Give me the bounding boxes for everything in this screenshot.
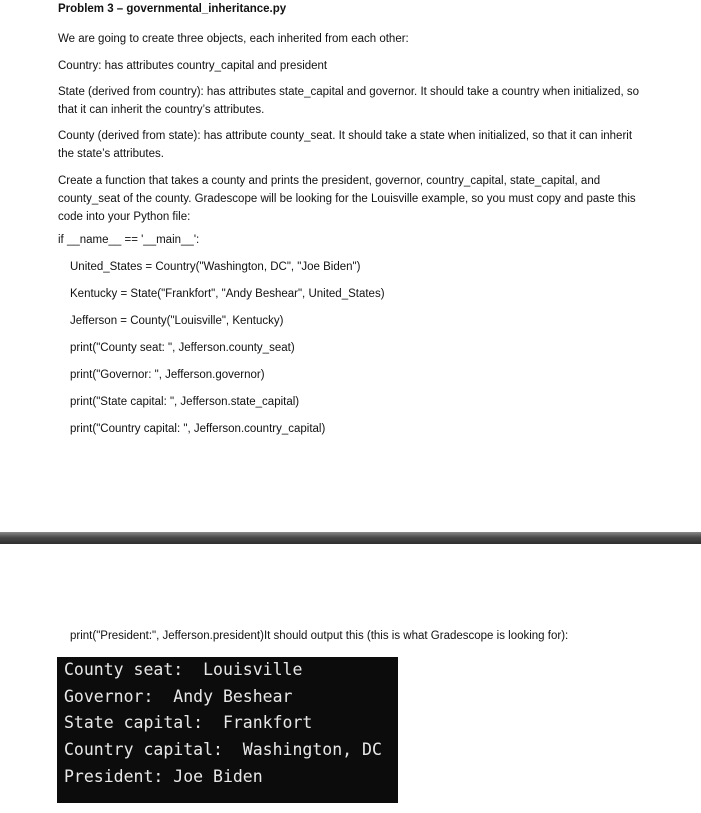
code-line: print("Country capital: ", Jefferson.country_capital) (70, 423, 326, 435)
intro-paragraph: We are going to create three objects, each inherited from each other: (58, 33, 409, 45)
function-description: Create a function that takes a county and prints the president, governor, country_capital, state_capital, and county_seat of the county. Gradescope will be looking for the Louisville example, so you must copy and paste this code into your Python file: (58, 175, 636, 223)
code-line: print("State capital: ", Jefferson.state_capital) (70, 396, 300, 408)
code-line: print("County seat: ", Jefferson.county_seat) (70, 342, 295, 354)
code-if-main: if __name__ == '__main__': (58, 234, 200, 246)
code-line: Kentucky = State("Frankfort", "Andy Beshear", United_States) (70, 288, 385, 300)
page-divider (0, 532, 701, 544)
terminal-output (57, 657, 398, 803)
county-description: County (derived from state): has attribute county_seat. It should take a state when initialized, so that it can inherit the state’s attributes. (58, 130, 633, 160)
code-line: United_States = Country("Washington, DC", "Joe Biden") (70, 261, 361, 273)
terminal-line: State capital: Frankfort (64, 713, 313, 732)
country-description: Country: has attributes country_capital and president (58, 60, 328, 72)
terminal-line: Governor: Andy Beshear (64, 687, 293, 706)
terminal-line: County seat: Louisville (64, 660, 303, 679)
terminal-line: President: Joe Biden (64, 767, 263, 786)
continuation-line: print("President:", Jefferson.president)It should output this (this is what Gradescope is looking for): (70, 630, 569, 642)
code-line: print("Governor: ", Jefferson.governor) (70, 369, 265, 381)
problem-title: Problem 3 – governmental_inheritance.py (58, 3, 287, 15)
code-line: Jefferson = County("Louisville", Kentucky) (70, 315, 284, 327)
state-description: State (derived from country): has attributes state_capital and governor. It should take a country when initialized, so that it can inherit the country’s attributes. (58, 86, 640, 116)
terminal-line: Country capital: Washington, DC (64, 740, 382, 759)
